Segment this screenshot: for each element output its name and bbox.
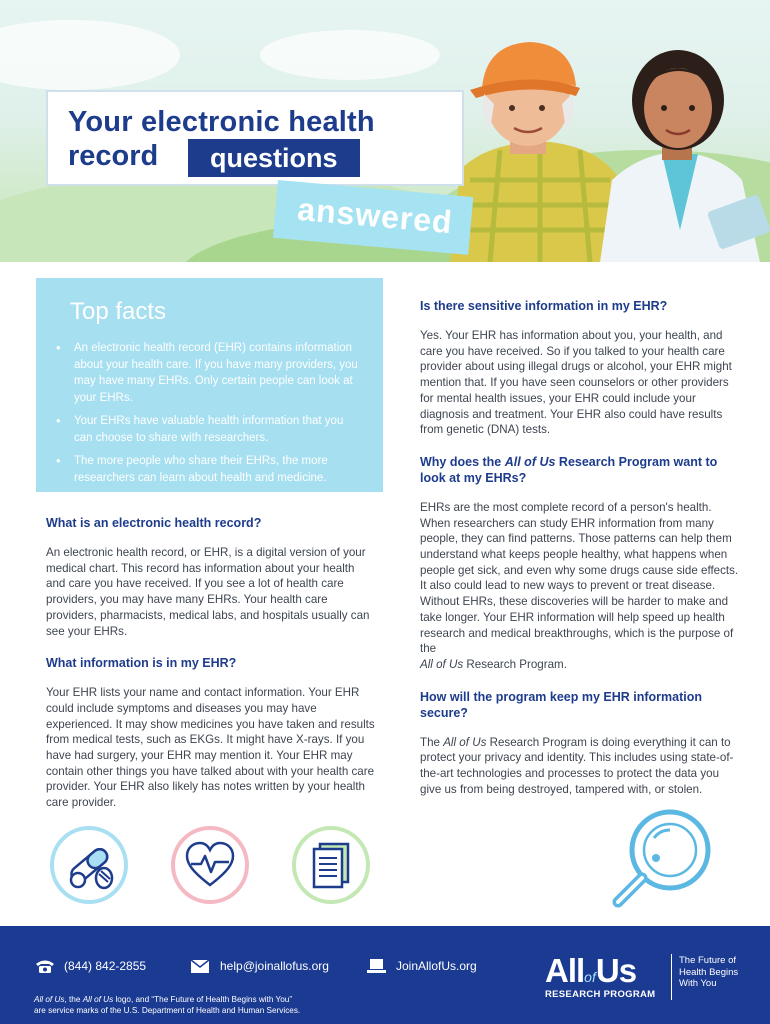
answer-text: An electronic health record, or EHR, is a digital version of your medical chart. This record has information about your health and care you have received. If you see a lot of health care providers, you may have many EHRs. Your health care providers, pharmacists, medical labs, and hospitals usually can see your EHRs. xyxy=(46,546,370,638)
answer-text: Yes. Your EHR has information about you, your health, and care you have received. So if you talked to your health care provider about using illegal drugs or alcohol, your EHR might mention that. If you have seen counselors or other providers for mental health issues, your EHR could include your diagnosis and treatment. Your EHR also could have results from genetic (DNA) tests. xyxy=(420,329,732,437)
section-what-info xyxy=(46,655,376,811)
logo-divider xyxy=(671,954,672,1000)
logo-subtitle: RESEARCH PROGRAM xyxy=(545,989,656,1000)
legal-text: , the xyxy=(64,995,83,1004)
logo-text: Us xyxy=(595,952,637,989)
answer-text: Your EHR lists your name and contact information. Your EHR could include symptoms and diseases you may have experienced. It may show medicines you have taken and results from medical tests, such as EKGs. It might have X-rays. If you have had surgery, your EHR may mention it. Your EHR may contain other things you have talked about with your health care provider. Your EHR also likely has notes written by your health care provider. xyxy=(46,686,375,810)
phone-contact[interactable] xyxy=(34,958,146,974)
right-column xyxy=(420,298,742,813)
program-name: All of Us xyxy=(504,454,556,469)
cloud xyxy=(260,30,440,80)
logo-wordmark xyxy=(545,954,636,994)
all-of-us-logo xyxy=(545,954,675,1002)
legal-notice xyxy=(34,994,300,1016)
list-item: • The more people who share their EHRs, the more researchers can learn about health and medicine. xyxy=(70,453,363,486)
cloud xyxy=(0,20,180,90)
email-contact[interactable] xyxy=(190,958,329,974)
logo-text: All xyxy=(545,952,585,989)
title-box xyxy=(46,90,464,186)
left-column xyxy=(46,515,376,827)
section-what-is-ehr xyxy=(46,515,376,639)
envelope-icon xyxy=(190,958,212,974)
body-text: EHRs are the most complete record of a person's health. When researchers can study EHR information from many people, they can find patterns. Those patterns can help them understand what keeps people healthy, what happens when people get sick, and even why some drugs cause side effects. It also could lead to new ways to prevent or treat disease. Without EHRs, these discoveries will be harder to make and take longer. Your EHR information will help speed up health research and medical breakthroughs, which is the purpose of the xyxy=(420,500,739,656)
page-title: Your electronic health xyxy=(68,106,375,138)
phone-icon xyxy=(34,958,56,974)
legal-text: are service marks of the U.S. Department of Health and Human Services. xyxy=(34,1006,301,1015)
heading-text: Why does the xyxy=(420,454,505,469)
phone-number: (844) 842-2855 xyxy=(64,959,147,973)
question-heading: Is there sensitive information in my EHR? xyxy=(420,299,668,313)
document-icon xyxy=(292,826,370,904)
laptop-icon xyxy=(366,958,388,974)
question-heading xyxy=(420,454,742,486)
top-facts-list xyxy=(70,340,363,486)
footer xyxy=(0,926,770,1024)
web-contact[interactable] xyxy=(366,958,477,974)
page-title-line2: record xyxy=(68,140,159,172)
body-text: Research Program. xyxy=(463,657,567,671)
program-name: All of Us xyxy=(420,657,464,671)
question-heading: What is an electronic health record? xyxy=(46,516,262,530)
hero-banner xyxy=(0,0,770,262)
body-text: Research Program is doing everything it can to protect your privacy and identity. This includes using state-of-the-art technologies and processes to protect the data you give us from being destroyed, tampered with, or stolen. xyxy=(420,735,734,796)
top-facts-box xyxy=(36,278,383,492)
magnifier-icon xyxy=(604,796,724,916)
program-name: All of Us xyxy=(34,995,65,1004)
answer-text xyxy=(420,735,742,798)
list-item: • Your EHRs have valuable health information that you can choose to share with researchers. xyxy=(70,413,363,446)
body-text: The xyxy=(420,735,444,749)
title-tag-answered: answered xyxy=(273,180,473,255)
answer-text xyxy=(420,500,742,673)
heading-text: Research Program want to look at my EHRs? xyxy=(420,454,718,485)
section-why-ehrs xyxy=(420,454,742,673)
pills-icon xyxy=(50,826,128,904)
list-item: • An electronic health record (EHR) contains information about your health care. If you have many providers, you may have many EHRs. Only certain people can look at your EHRs. xyxy=(70,340,363,406)
top-facts-heading: Top facts xyxy=(70,298,167,325)
legal-text: logo, and “The Future of Health Begins with You” xyxy=(113,995,293,1004)
title-tag-questions: questions xyxy=(188,139,360,177)
program-name: All of Us xyxy=(82,995,114,1004)
logo-text: of xyxy=(584,969,596,985)
question-heading: What information is in my EHR? xyxy=(46,656,237,671)
section-sensitive-info xyxy=(420,298,742,438)
website-url: JoinAllofUs.org xyxy=(396,959,477,973)
program-name: All of Us xyxy=(443,735,487,749)
section-secure xyxy=(420,689,742,798)
people-illustration xyxy=(430,30,770,262)
logo-tagline: The Future of Health Begins With You xyxy=(679,955,739,989)
heart-pulse-icon xyxy=(171,826,249,904)
email-address: help@joinallofus.org xyxy=(220,959,329,973)
question-heading: How will the program keep my EHR information secure? xyxy=(420,689,702,720)
